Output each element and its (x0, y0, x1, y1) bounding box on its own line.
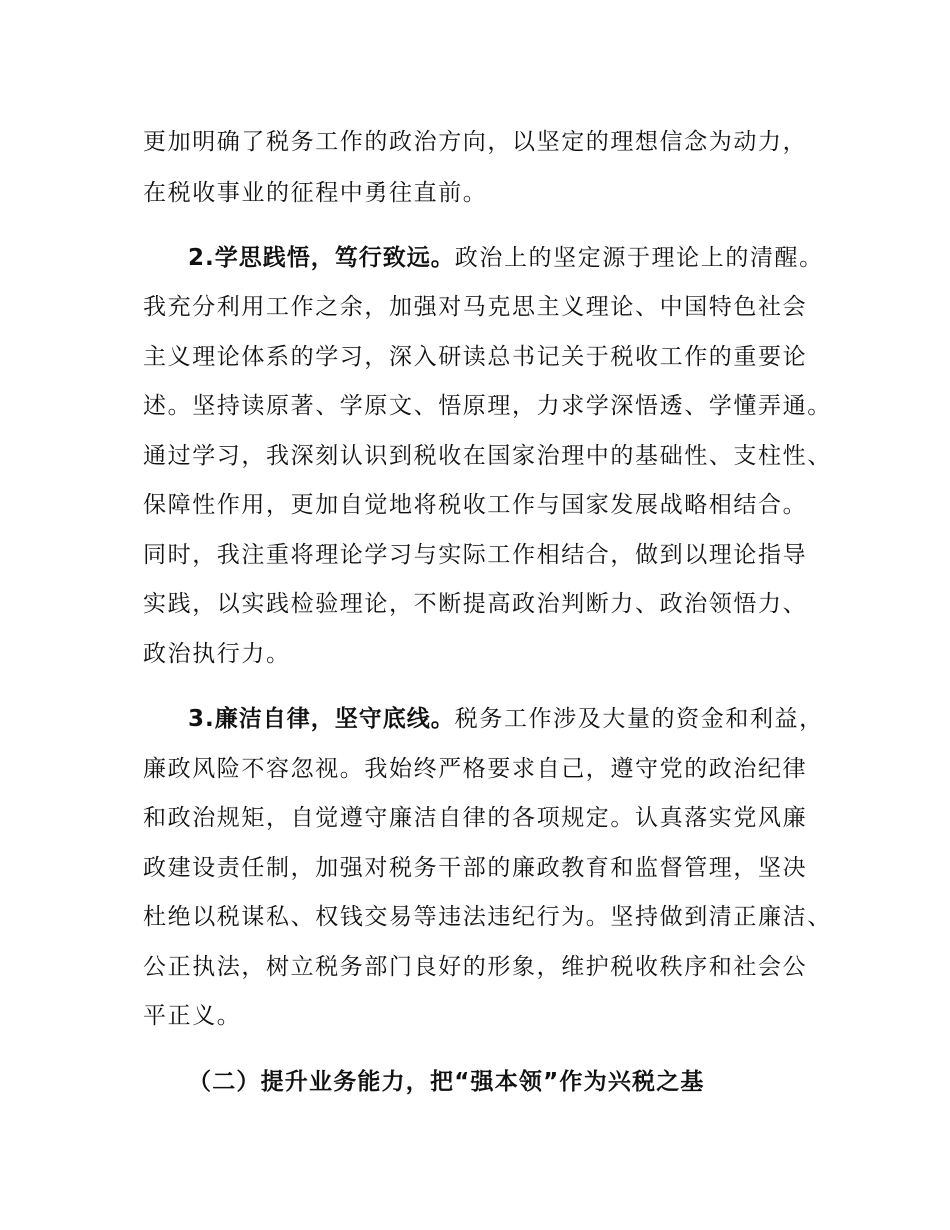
para2-line-6: 保障性作用，更加自觉地将税收工作与国家发展战略相结合。 (143, 492, 808, 518)
para2-heading: 2.学思践悟，笃行致远。 (188, 245, 455, 271)
para3-first-line (188, 704, 888, 734)
para3-line-3: 和政治规矩，自觉遵守廉洁自律的各项规定。认真落实党风廉 (143, 805, 808, 831)
para2-line-9: 政治执行力。 (143, 641, 291, 667)
para3-line-7: 平正义。 (143, 1003, 242, 1029)
para3-line-5: 杜绝以税谋私、权钱交易等违法违纪行为。坚持做到清正廉洁、 (143, 904, 832, 930)
section-heading: （二）提升业务能力，把“强本领”作为兴税之基 (188, 1069, 705, 1095)
para2-first-line-text: 政治上的坚定源于理论上的清醒。 (454, 245, 824, 271)
para3-first-line-text: 税务工作涉及大量的资金和利益， (454, 706, 824, 732)
intro-line-1: 更加明确了税务工作的政治方向，以坚定的理想信念为动力， (143, 129, 808, 155)
para2-line-4: 述。坚持读原著、学原文、悟原理，力求学深悟透、学懂弄通。 (143, 393, 832, 419)
para2-line-5: 通过学习，我深刻认识到税收在国家治理中的基础性、支柱性、 (143, 443, 832, 469)
para3-heading: 3.廉洁自律，坚守底线。 (188, 706, 455, 732)
para2-line-2: 我充分利用工作之余，加强对马克思主义理论、中国特色社会 (143, 294, 808, 320)
para3-line-6: 公正执法，树立税务部门良好的形象，维护税收秩序和社会公 (143, 954, 808, 980)
para2-line-3: 主义理论体系的学习，深入研读总书记关于税收工作的重要论 (143, 344, 808, 370)
para3-line-2: 廉政风险不容忽视。我始终严格要求自己，遵守党的政治纪律 (143, 756, 808, 782)
para2-first-line (188, 243, 888, 273)
intro-line-2: 在税收事业的征程中勇往直前。 (143, 180, 488, 206)
para3-line-4: 政建设责任制，加强对税务干部的廉政教育和监督管理，坚决 (143, 855, 808, 881)
para2-line-7: 同时，我注重将理论学习与实际工作相结合，做到以理论指导 (143, 542, 808, 568)
para2-line-8: 实践，以实践检验理论，不断提高政治判断力、政治领悟力、 (143, 591, 808, 617)
